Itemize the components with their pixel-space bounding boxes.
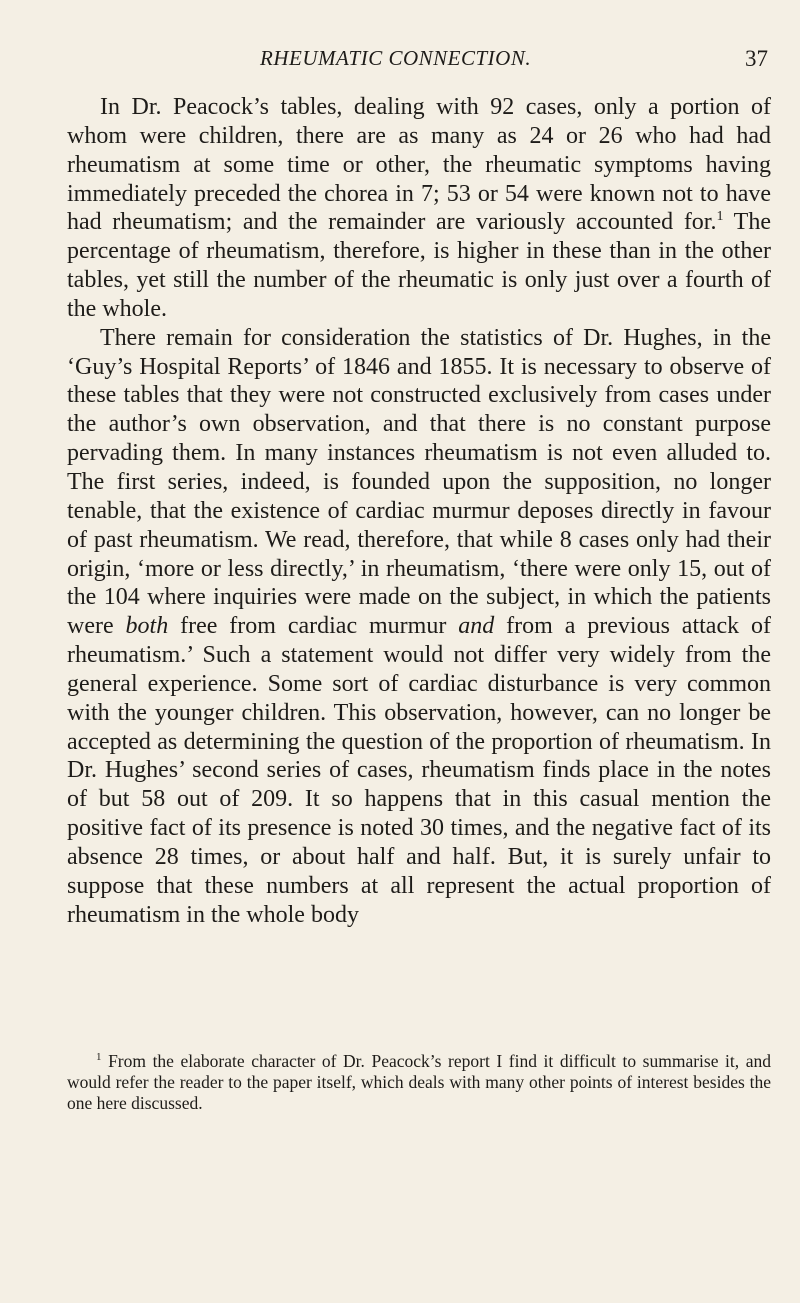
paragraph-hughes-statistics [67,324,771,930]
running-head [68,46,768,86]
footnotes [67,1051,771,1114]
footnote [67,1051,771,1114]
footnote-reference: 1 [716,209,724,225]
page-number: 37 [745,46,768,71]
running-title: RHEUMATIC CONNECTION. [260,46,532,70]
text-segment: The percentage of rheumatism, therefore, is higher in these than in the other tables, yet still the number of the rheumatic is only just over a fourth of the whole. [67,209,771,322]
paragraph-peacock-tables [67,93,771,324]
text-segment: from a previous attack of rheumatism.’ Such a statement would not differ very widely from the general experience. Some sort of cardiac disturbance is very common with the younger children. This observation, however, can no longer be accepted as determining the question of the proportion of rheumatism. In Dr. Hughes’ second series of cases, rheumatism finds place in the notes of but 58 out of 209. It so happens that in this casual mention the positive fact of its presence is noted 30 times, and the negative fact of its absence 28 times, or about half and half. But, it is surely unfair to suppose that these numbers at all represent the actual proportion of rheumatism in the whole body [67,613,771,928]
text-segment: In Dr. Peacock’s tables, dealing with 92 cases, only a portion of whom were children, there are as many as 24 or 26 who had had rheumatism at some time or other, the rheumatic symptoms having immediately preceded the chorea in 7; 53 or 54 were known not to have had rheumatism; and the remainder are variously accounted for. [67,94,771,236]
footnote-mark: 1 [96,1051,102,1064]
italic-emphasis: and [458,613,495,640]
text-segment: There remain for consideration the statistics of Dr. Hughes, in the ‘Guy’s Hospital Reports’ of 1846 and 1855. It is necessary to observe of these tables that they were not constructed exclusively from cases under the author’s own observation, and that there is no constant purpose pervading them. In many instances rheumatism is not even alluded to. The first series, indeed, is founded upon the supposition, no longer tenable, that the existence of cardiac murmur deposes directly in favour of past rheumatism. We read, therefore, that while 8 cases only had their origin, ‘more or less directly,’ in rheumatism, ‘there were only 15, out of the 104 where inquiries were made on the subject, in which the patients were [67,324,771,640]
body-text [67,93,771,929]
text-segment: free from cardiac murmur [168,613,459,640]
footnote-text: From the elaborate character of Dr. Peacock’s report I find it difficult to summarise it, and would refer the reader to the paper itself, which deals with many other points of interest besides the one here discussed. [67,1051,771,1113]
italic-emphasis: both [125,613,169,640]
